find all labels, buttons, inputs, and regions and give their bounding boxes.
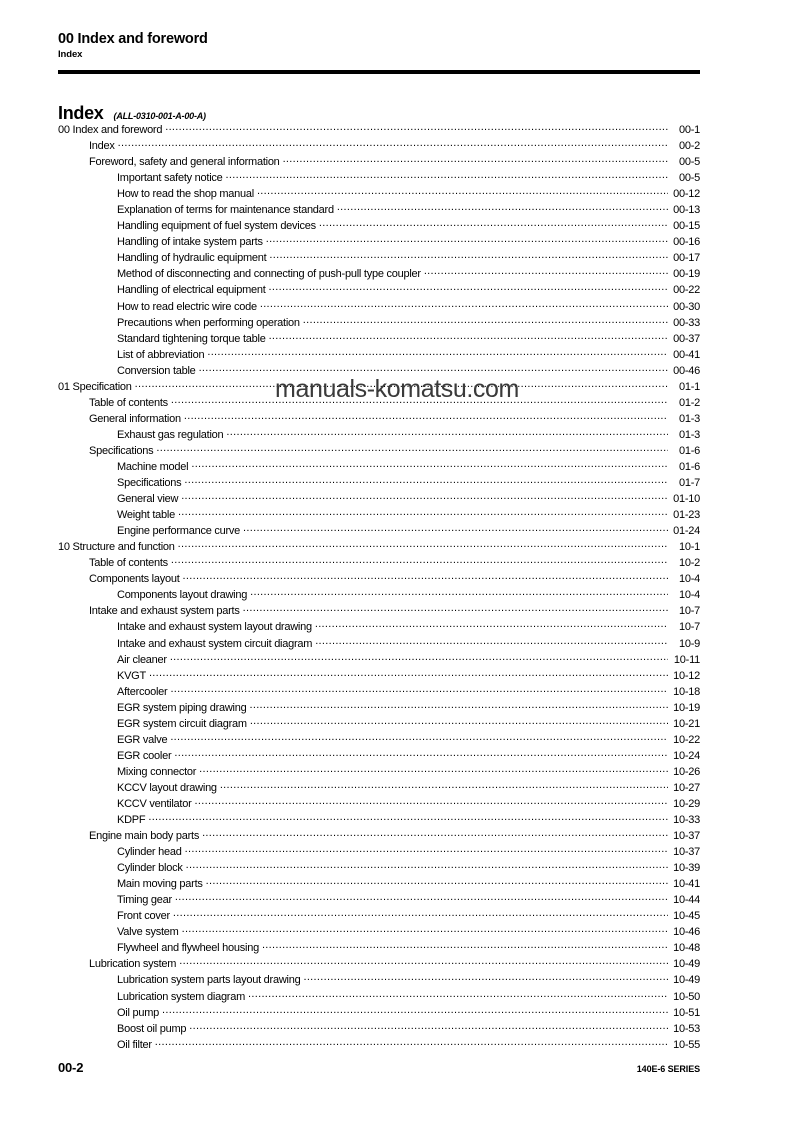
header-section-subtitle: Index — [58, 49, 83, 60]
toc-entry-page-number: 00-15 — [673, 220, 700, 233]
toc-entry-page-number: 10-49 — [673, 958, 700, 971]
toc-entry[interactable] — [117, 1005, 700, 1021]
toc-entry-page-number: 10-33 — [673, 814, 700, 827]
toc-entry-page-number: 00-1 — [678, 124, 700, 136]
toc-entry-label: Index — [89, 140, 115, 153]
toc-leader-dots — [183, 571, 668, 582]
toc-entry-label: Conversion table — [117, 364, 196, 377]
toc-entry-page-number: 10-7 — [678, 605, 700, 618]
toc-entry-label: Handling equipment of fuel system devices — [117, 220, 316, 233]
toc-entry-page-number: 10-18 — [673, 685, 700, 698]
header-section-title: 00 Index and foreword — [58, 31, 208, 47]
toc-entry[interactable] — [117, 636, 700, 652]
toc-leader-dots — [184, 475, 668, 486]
toc-leader-dots — [118, 138, 668, 149]
toc-entry-page-number: 00-5 — [678, 172, 700, 185]
toc-entry[interactable] — [58, 379, 700, 395]
toc-entry[interactable] — [117, 331, 700, 347]
toc-entry-label: Table of contents — [89, 396, 168, 409]
toc-entry-label: Handling of hydraulic equipment — [117, 252, 267, 265]
toc-entry[interactable] — [117, 218, 700, 234]
toc-entry-label: 10 Structure and function — [58, 541, 175, 554]
toc-leader-dots — [199, 764, 668, 775]
toc-entry-page-number: 00-5 — [678, 156, 700, 169]
toc-entry[interactable] — [117, 1021, 700, 1037]
toc-entry-label: Components layout — [89, 573, 180, 586]
toc-entry[interactable] — [117, 266, 700, 282]
toc-leader-dots — [269, 282, 668, 293]
toc-entry[interactable] — [89, 555, 700, 571]
toc-leader-dots — [156, 443, 668, 454]
toc-entry[interactable] — [89, 956, 700, 972]
toc-entry-label: Aftercooler — [117, 685, 168, 698]
toc-entry-label: Specifications — [89, 444, 154, 457]
toc-entry-label: General information — [89, 412, 181, 425]
toc-entry[interactable] — [58, 539, 700, 555]
toc-entry[interactable] — [117, 427, 700, 443]
toc-leader-dots — [337, 202, 668, 213]
toc-entry-page-number: 10-39 — [673, 862, 700, 875]
toc-entry-label: KCCV layout drawing — [117, 781, 217, 794]
toc-entry-page-number: 10-37 — [673, 846, 700, 859]
toc-entry-label: Weight table — [117, 509, 175, 522]
toc-entry-page-number: 10-29 — [673, 797, 700, 810]
toc-entry-page-number: 00-19 — [673, 268, 700, 281]
toc-entry[interactable] — [89, 828, 700, 844]
toc-entry-page-number: 00-2 — [678, 140, 700, 153]
toc-leader-dots — [174, 748, 668, 759]
toc-entry[interactable] — [58, 122, 700, 138]
toc-leader-dots — [243, 603, 668, 614]
header-divider-rule — [58, 70, 700, 74]
toc-entry-label: Flywheel and flywheel housing — [117, 942, 259, 955]
toc-entry[interactable] — [117, 732, 700, 748]
toc-entry-page-number: 10-9 — [678, 637, 700, 650]
toc-entry[interactable] — [117, 507, 700, 523]
toc-leader-dots — [175, 892, 668, 903]
toc-entry-label: How to read electric wire code — [117, 300, 257, 313]
toc-entry[interactable] — [89, 138, 700, 154]
toc-entry-page-number: 10-53 — [673, 1022, 700, 1035]
toc-leader-dots — [173, 908, 668, 919]
toc-leader-dots — [148, 812, 668, 823]
toc-entry[interactable] — [89, 154, 700, 170]
toc-entry-page-number: 01-1 — [678, 380, 700, 393]
toc-leader-dots — [202, 828, 668, 839]
toc-entry[interactable] — [117, 748, 700, 764]
toc-entry-label: KDPF — [117, 814, 146, 827]
toc-entry[interactable] — [117, 186, 700, 202]
toc-entry[interactable] — [117, 668, 700, 684]
toc-leader-dots — [220, 780, 668, 791]
toc-leader-dots — [191, 459, 668, 470]
toc-entry-label: Oil pump — [117, 1006, 160, 1019]
toc-leader-dots — [179, 956, 668, 967]
toc-entry-page-number: 00-17 — [673, 252, 700, 265]
toc-entry-label: Air cleaner — [117, 653, 167, 666]
toc-entry[interactable] — [117, 716, 700, 732]
toc-entry-page-number: 10-44 — [673, 894, 700, 907]
toc-entry-label: Oil filter — [117, 1038, 152, 1051]
toc-entry-page-number: 10-27 — [673, 781, 700, 794]
toc-leader-dots — [303, 972, 668, 983]
toc-entry-page-number: 00-16 — [673, 236, 700, 249]
toc-entry-page-number: 00-22 — [673, 284, 700, 297]
toc-entry-page-number: 10-45 — [673, 910, 700, 923]
toc-entry-label: Lubrication system parts layout drawing — [117, 974, 301, 987]
toc-leader-dots — [266, 234, 668, 245]
index-heading — [58, 103, 206, 124]
toc-entry-label: Handling of intake system parts — [117, 236, 263, 249]
toc-entry-page-number: 10-21 — [673, 717, 700, 730]
toc-entry-label: List of abbreviation — [117, 348, 205, 361]
toc-leader-dots — [170, 684, 668, 695]
toc-entry-label: EGR system piping drawing — [117, 701, 247, 714]
toc-leader-dots — [315, 619, 668, 630]
toc-entry-label: KVGT — [117, 669, 146, 682]
toc-entry-page-number: 10-55 — [673, 1038, 700, 1051]
toc-leader-dots — [170, 652, 668, 663]
toc-leader-dots — [250, 587, 668, 598]
toc-leader-dots — [162, 1005, 668, 1016]
watermark: manuals-komatsu.com — [275, 375, 519, 403]
toc-entry-label: Components layout drawing — [117, 589, 248, 602]
toc-entry-page-number: 10-48 — [673, 942, 700, 955]
toc-entry-page-number: 00-13 — [673, 204, 700, 217]
toc-leader-dots — [195, 796, 668, 807]
page-footer — [58, 1060, 700, 1075]
toc-leader-dots — [182, 924, 668, 935]
toc-entry-label: Machine model — [117, 460, 189, 473]
toc-leader-dots — [171, 555, 668, 566]
toc-entry[interactable] — [117, 282, 700, 298]
toc-entry-page-number: 10-4 — [678, 573, 700, 586]
toc-entry-page-number: 01-10 — [673, 493, 700, 506]
toc-entry-page-number: 10-11 — [673, 653, 700, 666]
toc-entry[interactable] — [117, 363, 700, 379]
toc-entry-label: 00 Index and foreword — [58, 124, 163, 136]
toc-entry-page-number: 01-6 — [678, 460, 700, 473]
toc-entry[interactable] — [117, 202, 700, 218]
toc-entry[interactable] — [117, 844, 700, 860]
toc-entry[interactable] — [117, 924, 700, 940]
toc-entry[interactable] — [89, 603, 700, 619]
toc-entry[interactable] — [117, 523, 700, 539]
toc-entry[interactable] — [117, 587, 700, 603]
toc-leader-dots — [269, 331, 668, 342]
toc-entry-page-number: 01-6 — [678, 444, 700, 457]
toc-entry-page-number: 00-30 — [673, 300, 700, 313]
toc-entry[interactable] — [117, 972, 700, 988]
toc-leader-dots — [248, 989, 668, 1000]
toc-entry[interactable] — [117, 347, 700, 363]
toc-leader-dots — [199, 363, 668, 374]
page-title: Index — [58, 103, 104, 123]
toc-entry[interactable] — [117, 315, 700, 331]
toc-leader-dots — [181, 491, 668, 502]
footer-series-label: 140E-6 SERIES — [636, 1064, 700, 1074]
toc-entry-label: Foreword, safety and general information — [89, 156, 280, 169]
table-of-contents — [58, 122, 700, 1053]
toc-entry[interactable] — [117, 299, 700, 315]
toc-leader-dots — [257, 186, 668, 197]
toc-entry-label: Important safety notice — [117, 172, 223, 185]
toc-entry-page-number: 10-24 — [673, 749, 700, 762]
toc-entry[interactable] — [117, 234, 700, 250]
toc-entry-page-number: 10-2 — [678, 557, 700, 570]
toc-entry-label: 01 Specification — [58, 380, 132, 393]
toc-entry[interactable] — [117, 989, 700, 1005]
toc-entry[interactable] — [89, 571, 700, 587]
toc-entry-page-number: 00-41 — [673, 348, 700, 361]
toc-entry-page-number: 10-4 — [678, 589, 700, 602]
toc-leader-dots — [135, 379, 668, 390]
toc-entry-label: Intake and exhaust system layout drawing — [117, 621, 312, 634]
toc-entry-page-number: 10-7 — [678, 621, 700, 634]
toc-leader-dots — [226, 170, 668, 181]
toc-entry-page-number: 00-33 — [673, 316, 700, 329]
toc-entry-page-number: 10-19 — [673, 701, 700, 714]
toc-entry-label: Exhaust gas regulation — [117, 428, 224, 441]
toc-entry-label: Lubrication system diagram — [117, 990, 246, 1003]
toc-leader-dots — [186, 860, 668, 871]
toc-leader-dots — [319, 218, 668, 229]
toc-entry-page-number: 10-50 — [673, 990, 700, 1003]
toc-leader-dots — [243, 523, 668, 534]
toc-leader-dots — [155, 1037, 668, 1048]
toc-leader-dots — [178, 539, 668, 550]
toc-entry-label: Front cover — [117, 910, 170, 923]
toc-entry-label: Boost oil pump — [117, 1022, 187, 1035]
toc-entry-label: Intake and exhaust system parts — [89, 605, 240, 618]
toc-leader-dots — [260, 299, 668, 310]
toc-leader-dots — [189, 1021, 668, 1032]
toc-entry-label: Engine main body parts — [89, 830, 200, 843]
document-code: (ALL-0310-001-A-00-A) — [113, 111, 206, 121]
toc-entry-label: Main moving parts — [117, 878, 203, 891]
toc-leader-dots — [269, 250, 668, 261]
toc-entry[interactable] — [117, 250, 700, 266]
toc-entry[interactable] — [117, 652, 700, 668]
toc-entry-page-number: 10-49 — [673, 974, 700, 987]
toc-entry-label: EGR valve — [117, 733, 168, 746]
toc-leader-dots — [184, 411, 668, 422]
toc-entry[interactable] — [117, 908, 700, 924]
toc-entry[interactable] — [117, 892, 700, 908]
toc-entry-label: Table of contents — [89, 557, 168, 570]
toc-entry-label: Specifications — [117, 477, 182, 490]
toc-entry[interactable] — [117, 940, 700, 956]
toc-entry-label: Method of disconnecting and connecting of push-pull type coupler — [117, 268, 421, 281]
toc-entry[interactable] — [117, 876, 700, 892]
toc-entry-page-number: 00-12 — [673, 188, 700, 201]
toc-leader-dots — [149, 668, 668, 679]
toc-leader-dots — [185, 844, 668, 855]
toc-entry-label: Valve system — [117, 926, 179, 939]
toc-entry-page-number: 10-37 — [673, 830, 700, 843]
toc-entry[interactable] — [117, 764, 700, 780]
toc-entry-label: Timing gear — [117, 894, 172, 907]
toc-entry[interactable] — [117, 459, 700, 475]
toc-entry[interactable] — [117, 812, 700, 828]
toc-entry-page-number: 10-51 — [673, 1006, 700, 1019]
toc-entry[interactable] — [117, 1037, 700, 1053]
toc-entry-page-number: 01-24 — [673, 525, 700, 538]
toc-leader-dots — [424, 266, 668, 277]
toc-entry-page-number: 10-12 — [673, 669, 700, 682]
toc-entry[interactable] — [117, 796, 700, 812]
toc-leader-dots — [170, 732, 668, 743]
toc-entry-page-number: 01-3 — [678, 428, 700, 441]
toc-entry-label: Standard tightening torque table — [117, 332, 266, 345]
toc-entry-label: Intake and exhaust system circuit diagram — [117, 637, 313, 650]
toc-entry[interactable] — [89, 443, 700, 459]
toc-entry[interactable] — [117, 780, 700, 796]
toc-entry-label: Lubrication system — [89, 958, 177, 971]
toc-entry-label: EGR system circuit diagram — [117, 717, 247, 730]
toc-entry[interactable] — [117, 684, 700, 700]
page-header — [58, 30, 700, 61]
toc-leader-dots — [171, 395, 668, 406]
toc-entry-label: Handling of electrical equipment — [117, 284, 266, 297]
toc-leader-dots — [315, 636, 668, 647]
toc-entry-page-number: 00-46 — [673, 364, 700, 377]
toc-entry[interactable] — [117, 700, 700, 716]
toc-leader-dots — [206, 876, 668, 887]
toc-entry-label: Precautions when performing operation — [117, 316, 300, 329]
toc-entry-label: KCCV ventilator — [117, 797, 192, 810]
footer-page-number: 00-2 — [58, 1060, 84, 1075]
toc-entry-label: Cylinder block — [117, 862, 183, 875]
toc-leader-dots — [249, 700, 668, 711]
toc-entry-label: How to read the shop manual — [117, 188, 254, 201]
toc-entry[interactable] — [89, 411, 700, 427]
toc-entry-page-number: 10-1 — [678, 541, 700, 554]
toc-entry-page-number: 10-26 — [673, 765, 700, 778]
toc-entry-label: General view — [117, 493, 179, 506]
toc-entry-label: Mixing connector — [117, 765, 197, 778]
toc-entry-page-number: 10-22 — [673, 733, 700, 746]
toc-entry-page-number: 10-46 — [673, 926, 700, 939]
toc-entry[interactable] — [117, 619, 700, 635]
toc-leader-dots — [165, 122, 668, 133]
toc-leader-dots — [226, 427, 668, 438]
toc-entry-page-number: 01-7 — [678, 477, 700, 490]
toc-entry-page-number: 10-41 — [673, 878, 700, 891]
toc-leader-dots — [283, 154, 668, 165]
toc-entry-page-number: 01-2 — [678, 396, 700, 409]
toc-entry[interactable] — [117, 475, 700, 491]
toc-leader-dots — [262, 940, 668, 951]
toc-entry-page-number: 01-3 — [678, 412, 700, 425]
toc-entry[interactable] — [89, 395, 700, 411]
toc-entry-label: Cylinder head — [117, 846, 182, 859]
toc-entry[interactable] — [117, 860, 700, 876]
toc-leader-dots — [250, 716, 668, 727]
toc-entry-label: EGR cooler — [117, 749, 172, 762]
toc-entry[interactable] — [117, 170, 700, 186]
toc-entry-label: Engine performance curve — [117, 525, 241, 538]
toc-leader-dots — [207, 347, 668, 358]
toc-entry-label: Explanation of terms for maintenance standard — [117, 204, 334, 217]
toc-entry-page-number: 01-23 — [673, 509, 700, 522]
toc-entry[interactable] — [117, 491, 700, 507]
toc-leader-dots — [303, 315, 668, 326]
toc-leader-dots — [178, 507, 668, 518]
toc-entry-page-number: 00-37 — [673, 332, 700, 345]
